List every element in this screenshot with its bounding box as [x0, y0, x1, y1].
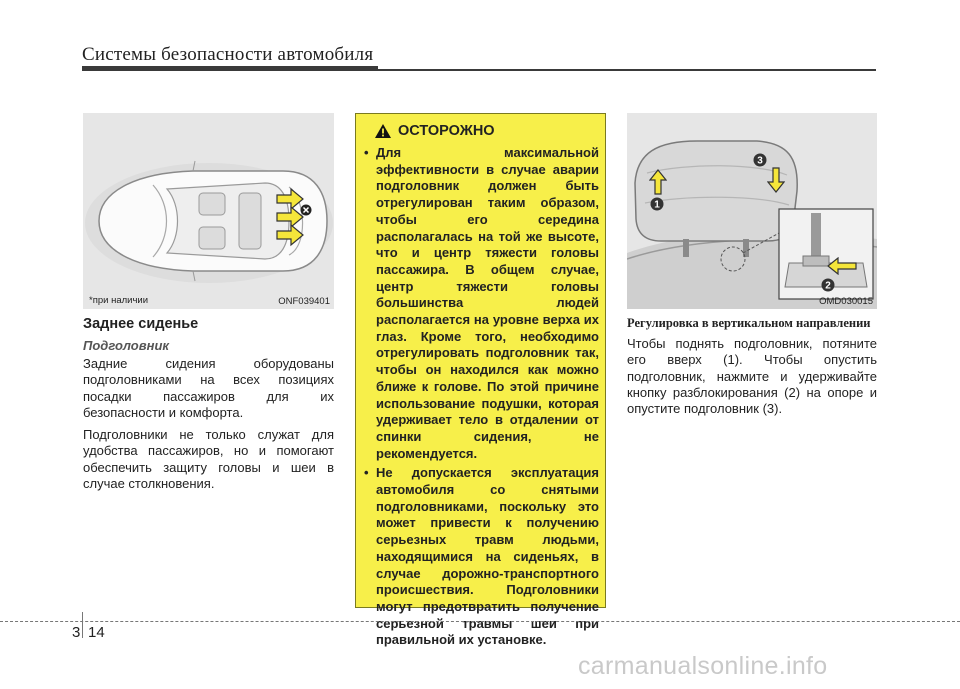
- section-title: Заднее сиденье: [83, 316, 199, 332]
- arrow-left-icon: [827, 257, 857, 275]
- page-header-title: Системы безопасности автомобиля: [82, 44, 374, 65]
- page-number: 14: [88, 624, 105, 641]
- rear-seat-text-column: [83, 316, 334, 498]
- warning-triangle-icon: [374, 123, 392, 139]
- warning-title: ОСТОРОЖНО: [398, 123, 495, 139]
- arrow-up-icon: [649, 169, 667, 195]
- subsection-title: Регулировка в вертикальном направлении: [627, 316, 871, 330]
- optional-marker-icon: [300, 204, 312, 216]
- header-rule-thin: [378, 69, 876, 71]
- arrow-down-icon: [767, 167, 785, 193]
- warning-item: [364, 145, 599, 462]
- warning-text: Для максимальной эффективности в случае аварии подголовник должен быть отрегулирован таким образом, чтобы его середина располагалась на той же высоте, что и центр тяжести головы пассажира. В общем случае, центр тяжести головы большинства людей располагается на уровне верха их глаз. Кроме того, необходимо отрегулировать подголовник так, чтобы он находился как можно ближе к голове. По этой причине использование подушки, которая удерживает тело в отдалении от спинки сидения, не рекомендуется.: [376, 145, 599, 461]
- warning-header: [364, 123, 599, 139]
- header-rule-thick: [82, 66, 378, 71]
- watermark: carmanualsonline.info: [578, 652, 828, 680]
- callout-marker: [821, 278, 835, 292]
- footer-rule: [0, 621, 960, 622]
- callout-label: 2: [825, 280, 831, 292]
- headrest-adjust-illustration: [627, 113, 877, 309]
- figure-code: OMD030015: [819, 296, 873, 307]
- chapter-number: 3: [72, 624, 81, 641]
- headrest-arrow-icon: [275, 223, 305, 247]
- footer-divider: [82, 612, 83, 638]
- callout-label: 1: [654, 199, 660, 211]
- headrest-drawing: [627, 113, 877, 309]
- warning-text: Не допускается эксплуатация автомобиля со снятыми подголовниками, поскольку это может привести к получению серьезных травм людьми, находящимися на сиденьях, в случае дорожно-транспортного происшествия. Подголовники могут предотвратить получение серьезной травмы шеи при правильной их установке.: [376, 465, 599, 648]
- callout-marker: [650, 197, 664, 211]
- warning-box: [355, 113, 606, 648]
- callout-label: 3: [757, 155, 763, 167]
- paragraph: Подголовники не только служат для удобства пассажиров, но и помогают обеспечить защиту головы и шеи в случае столкновения.: [83, 427, 334, 492]
- subsection-title: Подголовник: [83, 338, 169, 353]
- headrest-adjust-text-column: [627, 316, 877, 423]
- paragraph: Задние сидения оборудованы подголовниками на всех позициях посадки пассажиров для их безопасности и комфорта.: [83, 356, 334, 420]
- bullet: •: [364, 145, 369, 160]
- rear-seat-car-illustration: [83, 113, 334, 309]
- bullet: •: [364, 465, 369, 481]
- figure-note: *при наличии: [89, 295, 149, 306]
- callout-marker: [753, 153, 767, 167]
- figure-code: ONF039401: [278, 296, 330, 307]
- paragraph: Чтобы поднять подголовник, потяните его вверх (1). Чтобы опустить подголовник, нажмите и удерживайте кнопку разблокирования (2) на опоре и опустите подголовник (3).: [627, 336, 877, 417]
